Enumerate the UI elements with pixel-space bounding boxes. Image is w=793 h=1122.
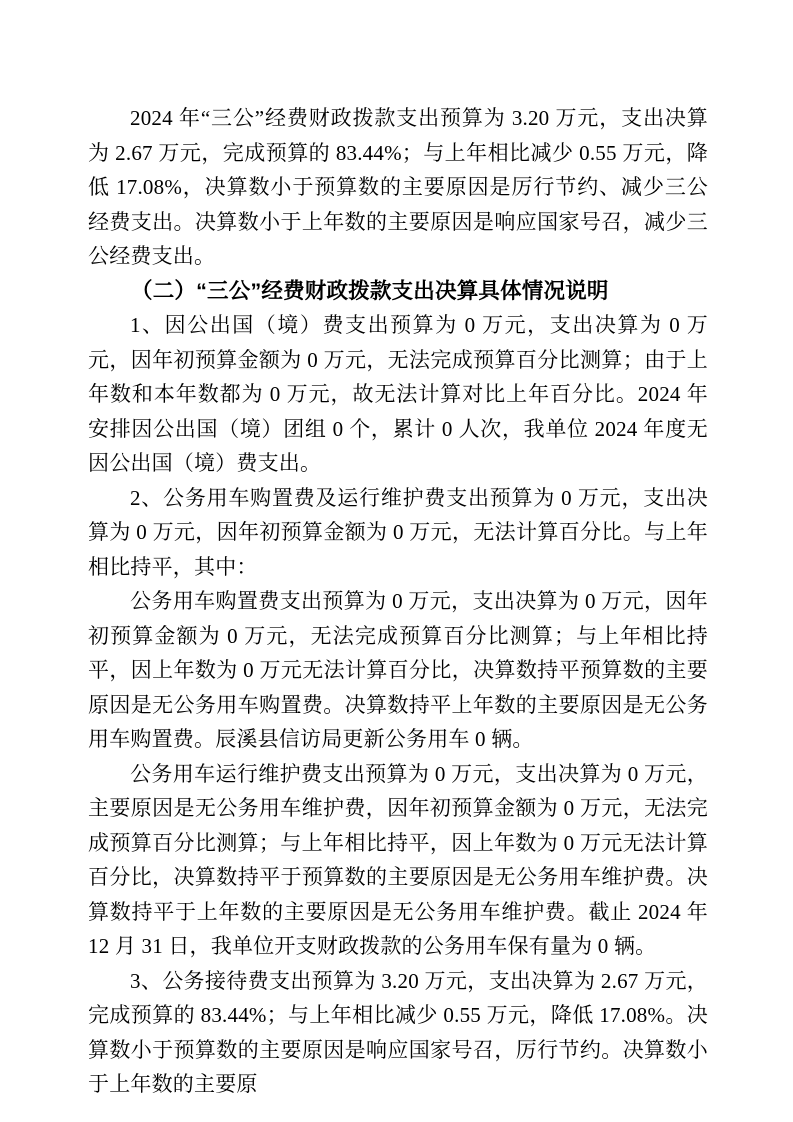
paragraph-official-reception: 3、公务接待费支出预算为 3.20 万元，支出决算为 2.67 万元，完成预算的 83.44%；与上年相比减少 0.55 万元，降低 17.08%。决算数小于预算数的主要原因是响应国家号召，厉行节约。决算数小于上年数的主要原 xyxy=(88,968,708,1096)
paragraph-vehicle-maintenance: 公务用车运行维护费支出预算为 0 万元，支出决算为 0 万元，主要原因是无公务用车维护费，因年初预算金额为 0 万元，无法完成预算百分比测算；与上年相比持平，因上年数为 0 万元无法计算百分比，决算数持平于预算数的主要原因是无公务用车维护费。决算数持平于上年数的主要原因是无公务用车维护费。截止 2024 年 12 月 31 日，我单位开支财政拨款的公务用车保有量为 0 辆。 xyxy=(88,761,708,958)
section-heading-specific-situation: （二）“三公”经费财政拨款支出决算具体情况说明 xyxy=(131,278,609,303)
paragraph-vehicle-purchase: 公务用车购置费支出预算为 0 万元，支出决算为 0 万元，因年初预算金额为 0 万元，无法完成预算百分比测算；与上年相比持平，因上年数为 0 万元无法计算百分比，决算数持平预算数的主要原因是无公务用车购置费。决算数持平上年数的主要原因是无公务用车购置费。辰溪县信访局更新公务用车 0 辆。 xyxy=(88,589,708,751)
paragraph-vehicle-purchase-and-maintenance-total: 2、公务用车购置费及运行维护费支出预算为 0 万元，支出决算为 0 万元，因年初预算金额为 0 万元，无法计算百分比。与上年相比持平，其中： xyxy=(88,485,708,579)
document-content xyxy=(88,101,708,1102)
paragraph-three-public-summary: 2024 年“三公”经费财政拨款支出预算为 3.20 万元，支出决算为 2.67 万元，完成预算的 83.44%；与上年相比减少 0.55 万元，降低 17.08%，决算数小于预算数的主要原因是厉行节约、减少三公经费支出。决算数小于上年数的主要原因是响应国家号召，减少三公经费支出。 xyxy=(88,106,708,268)
paragraph-abroad-expense: 1、因公出国（境）费支出预算为 0 万元，支出决算为 0 万元，因年初预算金额为 0 万元，无法完成预算百分比测算；由于上年数和本年数都为 0 万元，故无法计算对比上年百分比。2024 年安排因公出国（境）团组 0 个，累计 0 人次，我单位 2024 年度无因公出国（境）费支出。 xyxy=(88,313,708,475)
